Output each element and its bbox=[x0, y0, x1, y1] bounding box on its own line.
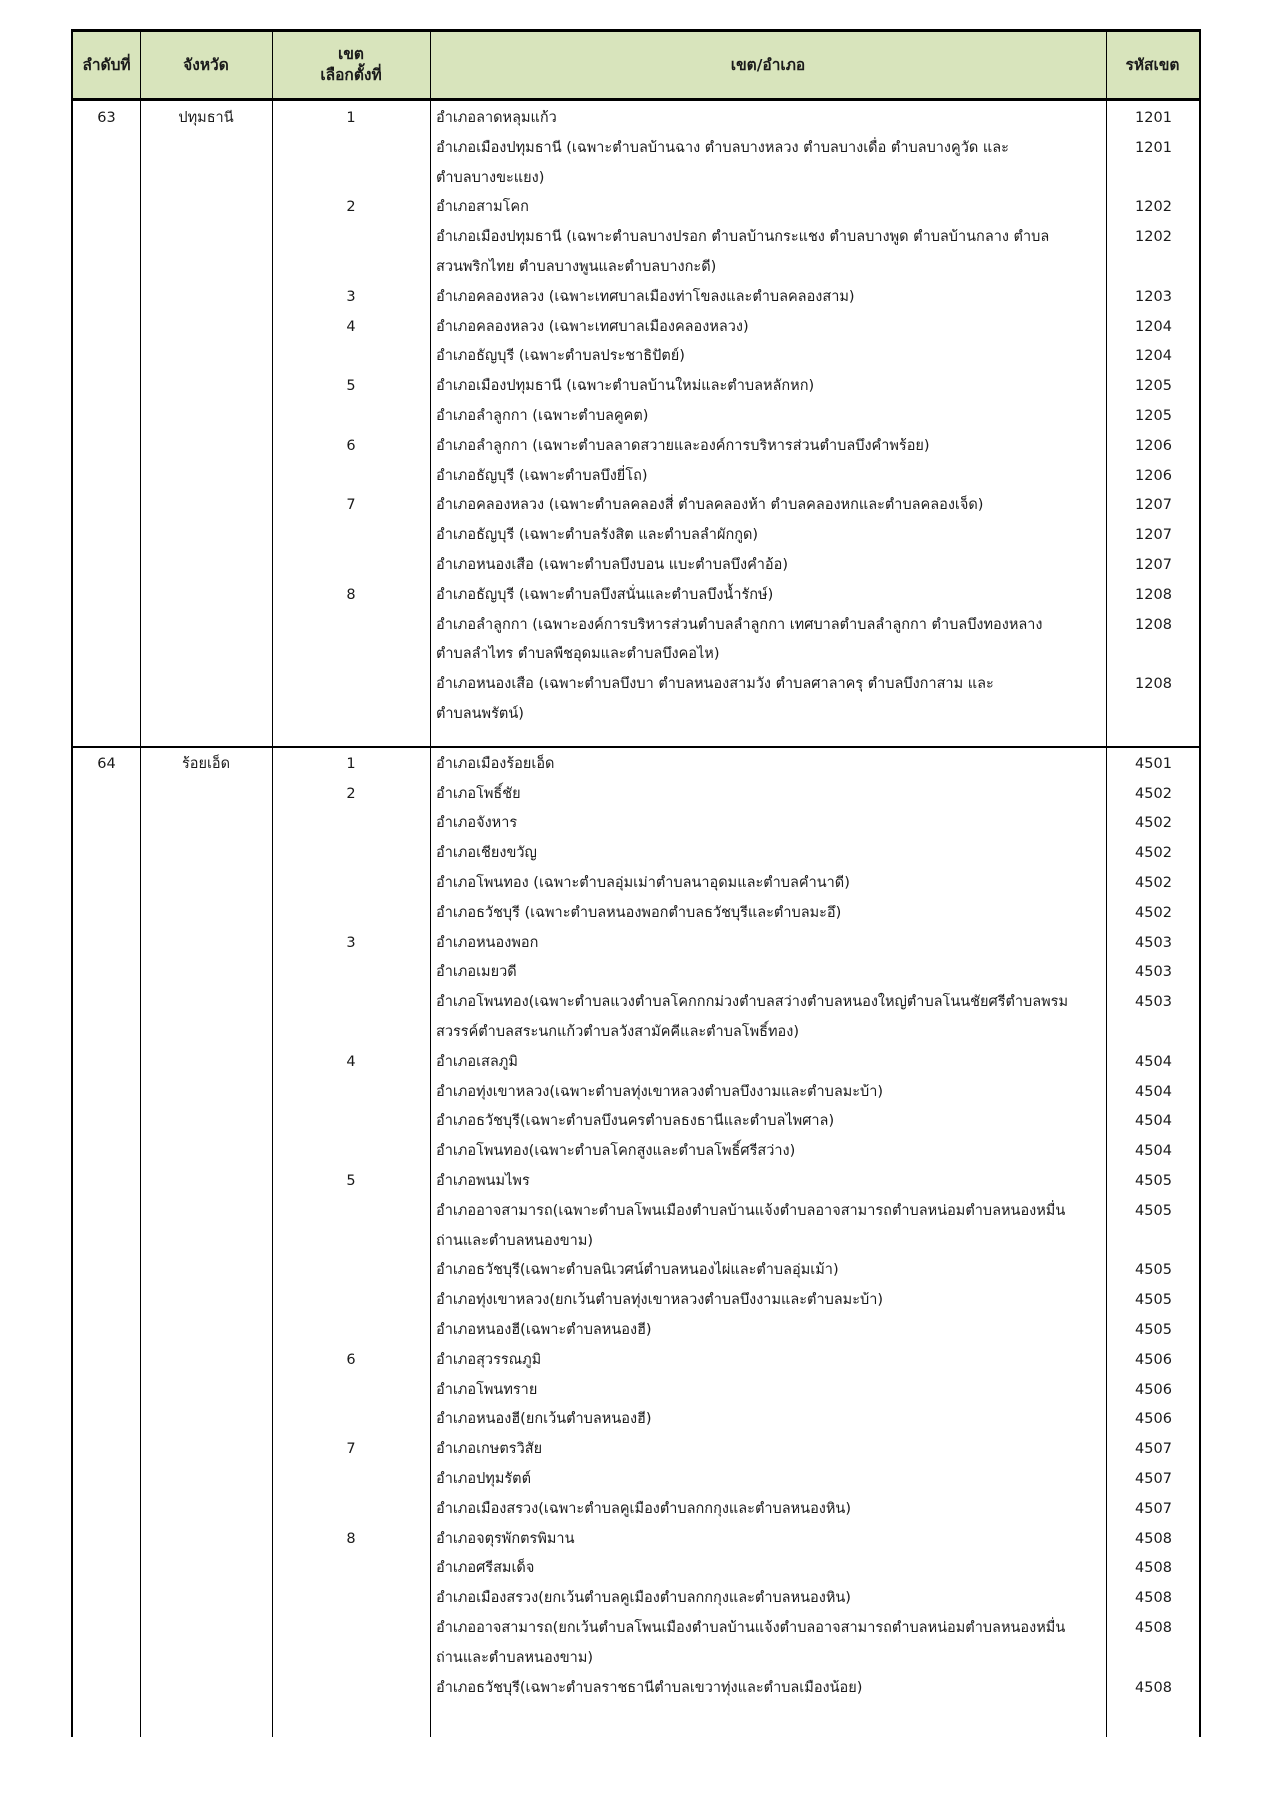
district-cell: ถ่านและตำบลหนองขาม) bbox=[436, 1649, 594, 1666]
zone-cell: 1 bbox=[346, 755, 356, 772]
code-cell: 4505 bbox=[1135, 1292, 1172, 1309]
district-cell: อำเภอธัญบุรี (เฉพาะตำบลรังสิต และตำบลลำผักกูด) bbox=[436, 527, 759, 544]
code-cell: 4504 bbox=[1135, 1143, 1172, 1160]
code-cell: 1204 bbox=[1135, 318, 1172, 335]
district-cell: อำเภอเมืองสรวง(ยกเว้นตำบลคูเมืองตำบลกกกุงและตำบลหนองหิน) bbox=[436, 1590, 851, 1607]
code-cell: 4507 bbox=[1135, 1441, 1172, 1458]
district-cell: อำเภอเสลภูมิ bbox=[436, 1053, 518, 1070]
row-number: 64 bbox=[97, 755, 116, 772]
district-cell: อำเภอเมืองปทุมธานี (เฉพาะตำบลบางปรอก ตำบลบ้านกระแชง ตำบลบางพูด ตำบลบ้านกลาง ตำบล bbox=[436, 229, 1050, 246]
header-zone-line2: เลือกตั้งที่ bbox=[320, 66, 382, 84]
district-cell: อำเภอธวัชบุรี(เฉพาะตำบลนิเวศน์ตำบลหนองไผ่และตำบลอุ่มเม้า) bbox=[436, 1262, 839, 1279]
code-cell: 1208 bbox=[1135, 676, 1172, 693]
district-cell: อำเภอธัญบุรี (เฉพาะตำบลบึงสนั่นและตำบลบึงน้ำรักษ์) bbox=[436, 586, 774, 603]
code-cell: 4507 bbox=[1135, 1500, 1172, 1517]
district-cell: อำเภอจังหาร bbox=[436, 815, 518, 832]
district-cell: อำเภอหนองฮี(เฉพาะตำบลหนองฮี) bbox=[436, 1322, 652, 1338]
district-cell: ตำบลนพรัตน์) bbox=[436, 706, 524, 722]
zone-cell: 6 bbox=[346, 437, 356, 454]
zone-cell: 7 bbox=[346, 1441, 356, 1458]
code-cell: 4502 bbox=[1135, 875, 1172, 891]
district-cell: อำเภอพนมไพร bbox=[436, 1173, 530, 1189]
code-cell: 4502 bbox=[1135, 904, 1172, 921]
code-cell: 1207 bbox=[1135, 527, 1172, 544]
code-cell: 4508 bbox=[1135, 1679, 1172, 1696]
code-cell: 1205 bbox=[1135, 408, 1172, 424]
code-cell: 4508 bbox=[1135, 1620, 1172, 1636]
zone-cell: 5 bbox=[346, 378, 356, 395]
district-cell: ถ่านและตำบลหนองขาม) bbox=[436, 1232, 594, 1249]
district-cell: อำเภอเมืองร้อยเอ็ด bbox=[436, 755, 555, 772]
province-cell: ปทุมธานี bbox=[178, 110, 234, 126]
code-cell: 1202 bbox=[1135, 229, 1172, 246]
code-cell: 1201 bbox=[1135, 110, 1172, 126]
district-table bbox=[71, 29, 1201, 1737]
district-cell: อำเภอคลองหลวง (เฉพาะตำบลคลองสี่ ตำบลคลองห้า ตำบลคลองหกและตำบลคลองเจ็ด) bbox=[436, 497, 984, 514]
district-cell: อำเภอคลองหลวง (เฉพาะเทศบาลเมืองคลองหลวง) bbox=[436, 318, 749, 335]
code-cell: 4504 bbox=[1135, 1113, 1172, 1130]
column-divider bbox=[140, 32, 141, 1737]
code-cell: 4506 bbox=[1135, 1381, 1172, 1398]
code-cell: 4504 bbox=[1135, 1053, 1172, 1070]
code-cell: 1205 bbox=[1135, 378, 1172, 395]
district-cell: อำเภอธัญบุรี (เฉพาะตำบลบึงยี่โถ) bbox=[436, 467, 648, 484]
district-cell: อำเภอสามโคก bbox=[436, 199, 529, 216]
district-cell: อำเภอเมืองปทุมธานี (เฉพาะตำบลบ้านฉาง ตำบลบางหลวง ตำบลบางเดื่อ ตำบลบางคูวัด และ bbox=[436, 139, 1009, 156]
code-cell: 4508 bbox=[1135, 1560, 1172, 1577]
header-no: ลำดับที่ bbox=[82, 55, 131, 74]
row-number: 63 bbox=[97, 110, 116, 126]
district-cell: อำเภอปทุมรัตต์ bbox=[436, 1471, 532, 1487]
zone-cell: 1 bbox=[346, 110, 356, 126]
code-cell: 4508 bbox=[1135, 1590, 1172, 1607]
district-cell: อำเภอโพนทอง (เฉพาะตำบลอุ่มเม่าตำบลนาอุดมและตำบลคำนาดี) bbox=[436, 875, 850, 891]
district-cell: อำเภอเชียงขวัญ bbox=[436, 845, 537, 862]
district-cell: อำเภอลาดหลุมแก้ว bbox=[436, 110, 557, 126]
column-divider bbox=[430, 32, 431, 1737]
zone-cell: 5 bbox=[346, 1173, 356, 1189]
district-cell: สวนพริกไทย ตำบลบางพูนและตำบลบางกะดี) bbox=[436, 259, 717, 275]
district-cell: อำเภอเมืองปทุมธานี (เฉพาะตำบลบ้านใหม่และตำบลหลักหก) bbox=[436, 378, 815, 395]
code-cell: 4505 bbox=[1135, 1322, 1172, 1338]
code-cell: 1204 bbox=[1135, 348, 1172, 365]
district-cell: อำเภอธวัชบุรี(เฉพาะตำบลราชธานีตำบลเขวาทุ่งและตำบลเมืองน้อย) bbox=[436, 1679, 863, 1696]
code-cell: 4504 bbox=[1135, 1083, 1172, 1100]
zone-cell: 8 bbox=[346, 586, 356, 603]
code-cell: 4503 bbox=[1135, 934, 1172, 951]
zone-cell: 3 bbox=[346, 934, 356, 951]
code-cell: 4507 bbox=[1135, 1471, 1172, 1487]
district-cell: อำเภอลำลูกกา (เฉพาะองค์การบริหารส่วนตำบลลำลูกกา เทศบาลตำบลลำลูกกา ตำบลบึงทองหลาง bbox=[436, 616, 1043, 633]
code-cell: 4503 bbox=[1135, 964, 1172, 981]
header-zone-line1: เขต bbox=[338, 45, 364, 63]
code-cell: 4502 bbox=[1135, 845, 1172, 862]
code-cell: 4503 bbox=[1135, 994, 1172, 1011]
code-cell: 1203 bbox=[1135, 288, 1172, 305]
district-cell: อำเภอเกษตรวิสัย bbox=[436, 1441, 543, 1458]
zone-cell: 2 bbox=[346, 199, 356, 216]
code-cell: 4506 bbox=[1135, 1411, 1172, 1428]
zone-cell: 8 bbox=[346, 1530, 356, 1547]
district-cell: อำเภอจตุรพักตรพิมาน bbox=[436, 1530, 575, 1547]
district-cell: อำเภอสุวรรณภูมิ bbox=[436, 1351, 542, 1368]
code-cell: 4502 bbox=[1135, 815, 1172, 832]
zone-cell: 3 bbox=[346, 288, 356, 305]
district-cell: อำเภอเมืองสรวง(เฉพาะตำบลคูเมืองตำบลกกกุงและตำบลหนองหิน) bbox=[436, 1500, 851, 1517]
code-cell: 1206 bbox=[1135, 467, 1172, 484]
district-cell: อำเภอโพธิ์ชัย bbox=[436, 785, 521, 802]
district-cell: อำเภอโพนทราย bbox=[436, 1381, 538, 1398]
group-separator bbox=[73, 746, 1199, 748]
table-header bbox=[73, 32, 1199, 101]
district-cell: อำเภออาจสามารถ(เฉพาะตำบลโพนเมืองตำบลบ้านแจ้งตำบลอาจสามารถตำบลหน่อมตำบลหนองหมื่น bbox=[436, 1202, 1066, 1219]
header-province: จังหวัด bbox=[183, 55, 229, 74]
district-cell: อำเภอหนองเสือ (เฉพาะตำบลบึงบา ตำบลหนองสามวัง ตำบลศาลาครุ ตำบลบึงกาสาม และ bbox=[436, 676, 994, 693]
code-cell: 4508 bbox=[1135, 1530, 1172, 1547]
code-cell: 4502 bbox=[1135, 785, 1172, 802]
zone-cell: 2 bbox=[346, 785, 356, 802]
district-cell: สวรรค์ตำบลสระนกแก้วตำบลวังสามัคคีและตำบลโพธิ์ทอง) bbox=[436, 1024, 799, 1040]
district-cell: ตำบลบางขะแยง) bbox=[436, 169, 545, 186]
code-cell: 4505 bbox=[1135, 1173, 1172, 1189]
code-cell: 4506 bbox=[1135, 1351, 1172, 1368]
code-cell: 1201 bbox=[1135, 139, 1172, 156]
code-cell: 4505 bbox=[1135, 1202, 1172, 1219]
district-cell: อำเภอหนองพอก bbox=[436, 934, 539, 951]
code-cell: 1202 bbox=[1135, 199, 1172, 216]
zone-cell: 7 bbox=[346, 497, 356, 514]
zone-cell: 4 bbox=[346, 1053, 356, 1070]
district-cell: อำเภอโพนทอง(เฉพาะตำบลโคกสูงและตำบลโพธิ์ศรีสว่าง) bbox=[436, 1143, 796, 1160]
district-cell: อำเภอหนองฮี(ยกเว้นตำบลหนองฮี) bbox=[436, 1411, 652, 1428]
district-cell: อำเภอลำลูกกา (เฉพาะตำบลลาดสวายและองค์การบริหารส่วนตำบลบึงคำพร้อย) bbox=[436, 437, 930, 454]
district-cell: อำเภอเมยวดี bbox=[436, 964, 517, 981]
code-cell: 4501 bbox=[1135, 755, 1172, 772]
header-district: เขต/อำเภอ bbox=[730, 55, 806, 74]
district-cell: อำเภอโพนทอง(เฉพาะตำบลแวงตำบลโคกกกม่วงตำบลสว่างตำบลหนองใหญ่ตำบลโนนชัยศรีตำบลพรม bbox=[436, 994, 1069, 1011]
code-cell: 1207 bbox=[1135, 497, 1172, 514]
district-cell: อำเภอคลองหลวง (เฉพาะเทศบาลเมืองท่าโขลงและตำบลคลองสาม) bbox=[436, 288, 855, 305]
district-cell: อำเภอศรีสมเด็จ bbox=[436, 1560, 535, 1577]
code-cell: 1208 bbox=[1135, 616, 1172, 633]
district-cell: อำเภอธวัชบุรี(เฉพาะตำบลบึงนครตำบลธงธานีและตำบลไพศาล) bbox=[436, 1113, 835, 1130]
district-cell: อำเภออาจสามารถ(ยกเว้นตำบลโพนเมืองตำบลบ้านแจ้งตำบลอาจสามารถตำบลหน่อมตำบลหนองหมื่น bbox=[436, 1620, 1066, 1636]
district-cell: อำเภอธัญบุรี (เฉพาะตำบลประชาธิปัตย์) bbox=[436, 348, 685, 365]
district-cell: ตำบลลำไทร ตำบลพืชอุดมและตำบลบึงคอไห) bbox=[436, 646, 720, 663]
code-cell: 4505 bbox=[1135, 1262, 1172, 1279]
district-cell: อำเภอหนองเสือ (เฉพาะตำบลบึงบอน แบะตำบลบึงคำอ้อ) bbox=[436, 557, 788, 573]
code-cell: 1206 bbox=[1135, 437, 1172, 454]
province-cell: ร้อยเอ็ด bbox=[181, 755, 231, 772]
district-cell: อำเภอธวัชบุรี (เฉพาะตำบลหนองพอกตำบลธวัชบุรีและตำบลมะอึ) bbox=[436, 904, 842, 921]
code-cell: 1208 bbox=[1135, 586, 1172, 603]
header-code: รหัสเขต bbox=[1125, 55, 1180, 74]
district-cell: อำเภอทุ่งเขาหลวง(เฉพาะตำบลทุ่งเขาหลวงตำบลบึงงามและตำบลมะบ้า) bbox=[436, 1083, 884, 1100]
zone-cell: 6 bbox=[346, 1351, 356, 1368]
code-cell: 1207 bbox=[1135, 557, 1172, 573]
header-zone bbox=[272, 32, 430, 98]
district-cell: อำเภอลำลูกกา (เฉพาะตำบลคูคต) bbox=[436, 408, 649, 424]
zone-cell: 4 bbox=[346, 318, 356, 335]
district-cell: อำเภอทุ่งเขาหลวง(ยกเว้นตำบลทุ่งเขาหลวงตำบลบึงงามและตำบลมะบ้า) bbox=[436, 1292, 884, 1309]
